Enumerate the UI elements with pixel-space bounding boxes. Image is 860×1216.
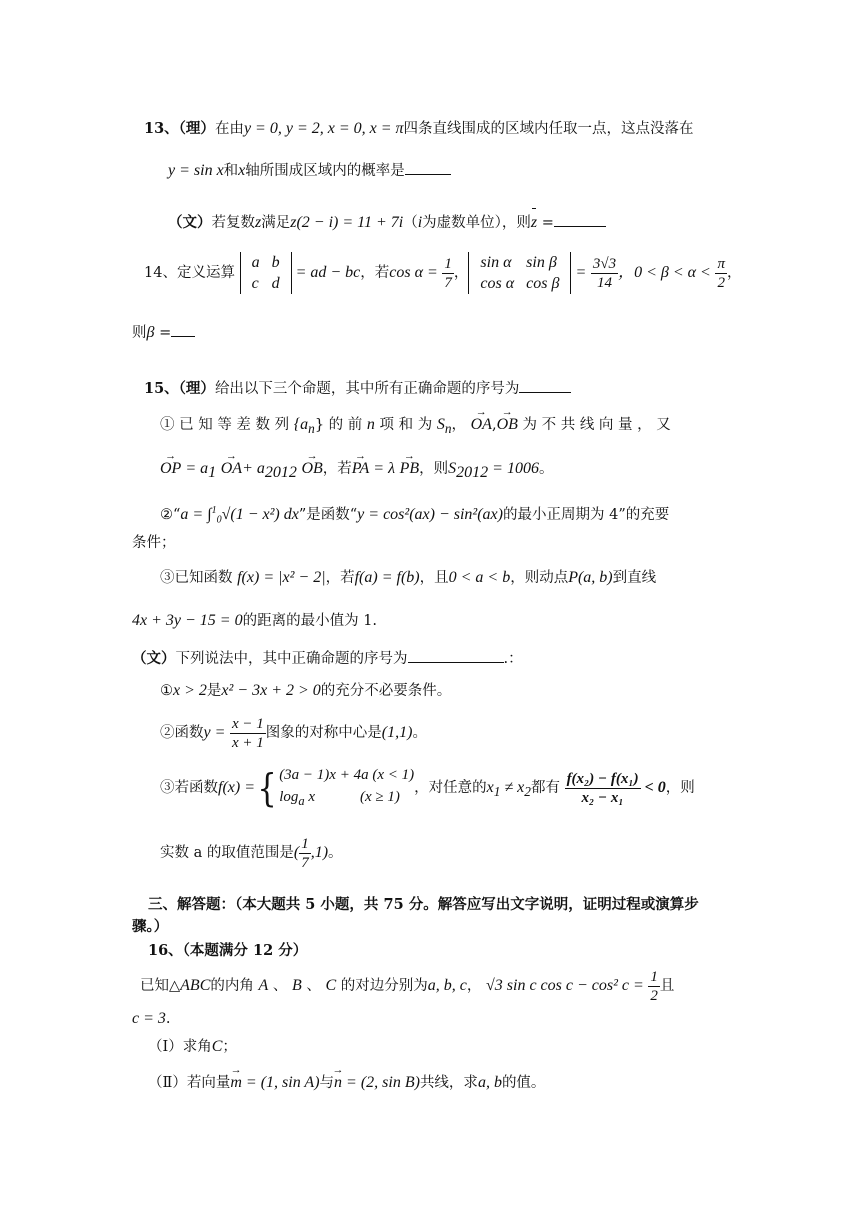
math: y = sin x: [168, 162, 224, 179]
q16-label: 16、（本题满分 12 分）: [148, 942, 308, 959]
text: 共线，求: [419, 1075, 478, 1091]
text: 项 和 为: [379, 417, 433, 433]
q15w-line: [132, 648, 523, 670]
answer-blank[interactable]: [554, 212, 606, 227]
vector-m: → m: [230, 1072, 242, 1094]
math: C: [325, 977, 337, 994]
subscript: 1: [208, 463, 217, 481]
text: 下列说法中，其中正确命题的序号为: [175, 651, 408, 667]
q13-wen-label: （文）: [168, 214, 212, 231]
math: √3 sin c cos c − cos² c =: [485, 977, 644, 994]
text: ②函数: [160, 725, 204, 741]
text: 到直线: [612, 570, 657, 586]
vector-OA: → OA: [471, 414, 492, 436]
denominator: 7: [444, 274, 452, 291]
math: {a: [293, 416, 309, 433]
q15-p1-line1: ① 已 知 等 差 数 列 $\{a_n\}$ 的 前 n 项 和 为 $S_n$， → OA,→ OB 为 不 共 线 向 量 ， 又: [160, 414, 671, 440]
conjugate-z: z: [531, 212, 537, 234]
fraction: [648, 968, 660, 1005]
math: f(a) = f(b): [354, 569, 420, 586]
left-brace: {: [257, 766, 277, 810]
det-cell: sin α: [480, 254, 512, 271]
text: ③若函数: [160, 780, 218, 796]
math: [436, 416, 452, 437]
math: =: [571, 264, 587, 281]
math: S: [448, 460, 457, 477]
math: C: [211, 1038, 223, 1055]
section-3-heading-cont: [132, 916, 168, 938]
math: < 0: [640, 779, 666, 796]
math: z(2 − i) = 11 + 7i: [290, 214, 404, 231]
denominator: x₂ − x₁: [581, 789, 624, 806]
fraction: [565, 770, 641, 807]
q15-p3-line1: [160, 567, 656, 589]
vector-OB: → OB: [301, 458, 322, 480]
numerator: 1: [301, 835, 309, 852]
text: .: [165, 1011, 171, 1027]
denominator: 7: [301, 854, 309, 871]
text: 。: [328, 845, 343, 861]
math: n: [366, 416, 375, 433]
numerator: π: [717, 255, 725, 272]
denominator: x + 1: [232, 734, 264, 751]
math: log: [279, 789, 299, 805]
fraction: [230, 715, 266, 752]
math: y = 0, y = 2, x = 0, x = π: [243, 120, 404, 137]
answer-blank[interactable]: [519, 378, 571, 393]
text: 已知△: [140, 978, 181, 994]
q15-p2-line1: [160, 500, 669, 532]
math: ,1): [310, 844, 329, 861]
math: [486, 779, 531, 800]
answer-blank[interactable]: [171, 322, 195, 337]
math: 0 < a < b: [448, 569, 511, 586]
text: 。: [538, 461, 554, 477]
det-cell: c: [251, 275, 259, 292]
text: ，若: [360, 265, 390, 281]
math: y = cos²(ax) − sin²(ax): [357, 505, 503, 523]
math: ，0 < β < α <: [618, 264, 711, 281]
q13-wen-line: [168, 212, 606, 234]
determinant-trig: [468, 252, 571, 294]
numerator: f(x₂) − f(x₁): [566, 770, 639, 787]
fraction: [442, 255, 454, 292]
math: = λ: [369, 460, 396, 477]
math: f(x) = |x² − 2|: [237, 569, 326, 586]
math: z: [255, 214, 262, 231]
math: + a: [242, 460, 265, 477]
q15w-p2: [160, 712, 427, 754]
fraction: [715, 255, 727, 292]
subscript: 1: [493, 784, 501, 800]
text: 的内角: [210, 978, 254, 994]
text: ，且: [419, 570, 449, 586]
integral: a = ∫: [180, 505, 212, 523]
text: ，则动点: [510, 570, 569, 586]
text: 的充分不必要条件。: [320, 683, 452, 699]
q16-line2: [132, 1008, 171, 1030]
text: ，则: [419, 461, 449, 477]
text: =: [537, 215, 554, 231]
text: 是: [206, 683, 222, 699]
text: 的值。: [501, 1075, 546, 1091]
q16-line1: [140, 966, 674, 1006]
text: 都有: [530, 780, 560, 796]
math: (: [293, 844, 300, 861]
denominator: 2: [650, 987, 658, 1004]
text: ，: [726, 265, 742, 281]
text: 为 不 共 线 向 量 ， 又: [522, 417, 671, 433]
text: ②“: [160, 506, 181, 523]
math: ≠ x: [500, 779, 525, 796]
text: ，对任意的: [414, 780, 487, 796]
fraction: [299, 835, 311, 872]
case-2: [279, 786, 414, 812]
text: 实数 a 的取值范围是: [160, 845, 294, 861]
text: 。: [412, 725, 427, 741]
q16-part-ii: [148, 1072, 545, 1094]
text: ，则: [665, 780, 695, 796]
math: = (1, sin A): [241, 1074, 320, 1091]
denominator: 14: [596, 274, 612, 291]
determinant-abcd: [240, 252, 292, 294]
q15-line: [144, 378, 571, 400]
q15w-p3-line2: [160, 832, 343, 874]
text: 且: [659, 978, 675, 994]
numerator: 3√3: [592, 255, 617, 272]
piecewise-cases: [279, 764, 414, 812]
text: 四条直线围成的区域内任取一点，这点没落在: [403, 121, 694, 137]
text: 的对边分别为: [340, 978, 428, 994]
subscript: n: [444, 421, 452, 437]
text: 、: [272, 978, 288, 994]
text: } 的 前: [314, 417, 363, 433]
q13-li-line2: [168, 160, 451, 182]
vector-OA: → OA: [221, 458, 242, 480]
q14-label: 14、: [144, 265, 177, 281]
section-3-heading: [148, 894, 699, 916]
det-cell: a: [251, 254, 260, 271]
math: x: [486, 779, 494, 796]
answer-blank[interactable]: [405, 160, 451, 175]
math: β: [146, 324, 155, 341]
det-cell: cos α: [480, 275, 515, 292]
text: .：: [503, 651, 523, 667]
text: 图象的对称中心是: [265, 725, 382, 741]
subscript: n: [308, 421, 315, 437]
math: = (2, sin B): [342, 1074, 420, 1091]
text: ，若: [325, 570, 355, 586]
lower-limit: 0: [216, 514, 222, 526]
text: 则: [132, 325, 147, 341]
q14-line2: [132, 322, 195, 344]
math: a, b: [477, 1074, 502, 1091]
section-3-line2: 骤。）: [132, 918, 169, 935]
text: 的距离的最小值为 1.: [242, 613, 378, 629]
math: A: [258, 977, 269, 994]
math: x: [238, 162, 246, 179]
numerator: x − 1: [232, 715, 264, 732]
text: ，若: [322, 461, 352, 477]
text: 给出以下三个命题，其中所有正确命题的序号为: [214, 381, 520, 397]
text: （: [403, 215, 418, 231]
math: = 1006: [488, 460, 539, 477]
case-1: (3a − 1)x + 4a (x < 1): [279, 767, 415, 783]
q16-label-line: [148, 940, 307, 962]
math: = a: [181, 460, 209, 477]
q14-line1: 14、定义运算 a b c d = ad − bc，若cos α = $\frac{1}{7}$ ， sin α sin β cos α cos β = $\frac{3√3}{14}$ ，0 < β < α < $\frac{\pi}{2}$ ，: [144, 254, 742, 292]
text: ，: [466, 978, 482, 994]
math: (1,1): [381, 724, 413, 741]
subscript: 2012: [456, 463, 489, 481]
text: ① 已 知 等 差 数 列: [160, 417, 290, 433]
text: ，: [451, 417, 467, 433]
fraction: [591, 255, 618, 292]
text: 定义运算: [176, 265, 235, 281]
q15-p1-line2: [160, 458, 553, 484]
math: x (x ≥ 1): [304, 789, 400, 805]
text: 与: [319, 1075, 335, 1091]
text: 轴所围成区域内的概率是: [245, 163, 405, 179]
integrand: √(1 − x²) dx: [221, 505, 299, 523]
subscript: 2012: [264, 463, 297, 481]
q15-p3-line2: [132, 610, 377, 632]
det-cell: b: [271, 254, 280, 271]
text: 在由: [214, 121, 244, 137]
det-cell: d: [271, 275, 280, 292]
text: ；: [222, 1039, 237, 1055]
q15w-p3-line1: [160, 762, 695, 818]
math: ABC: [180, 977, 211, 994]
text: （Ⅰ）求角: [148, 1039, 212, 1055]
vector-PB: → PB: [400, 458, 420, 480]
numerator: 1: [444, 255, 452, 272]
math: f(x) =: [218, 779, 255, 796]
math: c = 3: [132, 1010, 166, 1027]
denominator: 2: [717, 274, 725, 291]
math: a, b, c: [427, 977, 467, 994]
text: 若复数: [211, 215, 255, 231]
q15-label: 15、（理）: [144, 380, 215, 397]
math: 4x + 3y − 15 = 0: [132, 612, 243, 629]
math: P(a, b): [568, 569, 613, 586]
section-3-line1: 三、解答题：（本大题共 5 小题，共 75 分。解答应写出文字说明，证明过程或演算步: [148, 896, 699, 913]
text: 的最小正周期为 4”的充要: [502, 506, 670, 523]
q15-p2-line2: [132, 532, 176, 554]
numerator: 1: [650, 968, 658, 985]
math: = ad − bc: [291, 264, 361, 281]
math: x² − 3x + 2 > 0: [221, 682, 321, 699]
q15w-label: （文）: [132, 650, 176, 667]
q15w-p1: [160, 680, 451, 702]
text: 、: [306, 978, 321, 994]
vector-OP: → OP: [160, 458, 181, 480]
math: [293, 416, 315, 437]
math: B: [291, 977, 302, 994]
det-cell: sin β: [526, 254, 557, 271]
text: 为虚数单位），则: [422, 215, 531, 231]
upper-limit: 1: [211, 505, 217, 516]
vector-n: → n: [334, 1072, 342, 1094]
q13-li-line1: [144, 118, 694, 140]
math: i: [417, 214, 423, 231]
text: =: [154, 325, 172, 341]
text: ①: [160, 683, 173, 699]
vector-PA: → PA: [352, 458, 369, 480]
q13-li-label: 13、（理）: [144, 120, 215, 137]
answer-blank[interactable]: [408, 648, 504, 663]
math: x > 2: [173, 682, 207, 699]
det-cell: cos β: [526, 275, 560, 292]
text: ”是函数“: [298, 506, 358, 523]
text: 条件；: [132, 535, 176, 551]
text: 满足: [261, 215, 291, 231]
math: S: [436, 416, 445, 433]
text: （Ⅱ）若向量: [148, 1075, 231, 1091]
text: ③已知函数: [160, 570, 233, 586]
math: y =: [203, 724, 226, 741]
math: cos α =: [389, 264, 438, 281]
q16-part-i: [148, 1036, 237, 1058]
subscript: a: [298, 794, 305, 808]
text: 和: [223, 163, 239, 179]
subscript: 2: [524, 784, 531, 800]
vector-OB: → OB: [497, 414, 518, 436]
